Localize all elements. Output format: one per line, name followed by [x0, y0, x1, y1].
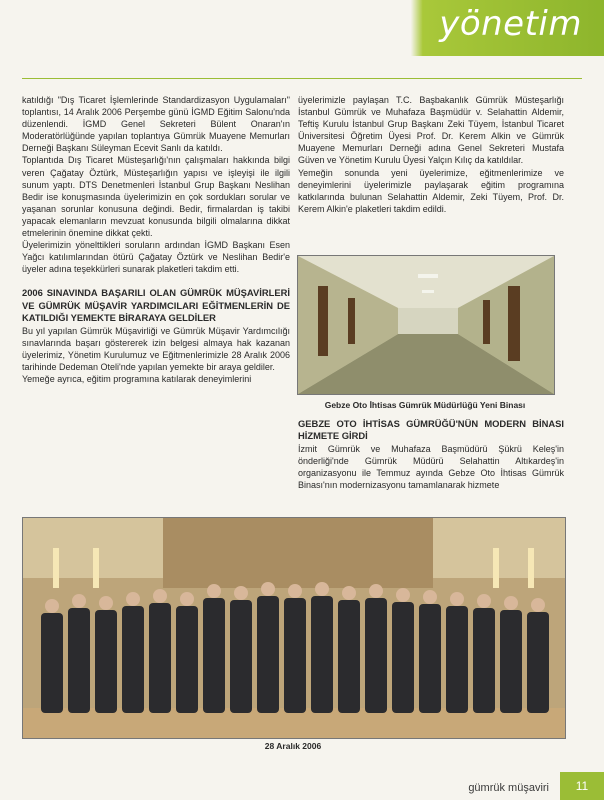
group-illustration [23, 518, 565, 738]
footer [0, 770, 604, 800]
left-column [22, 94, 290, 385]
header-bar [0, 0, 604, 56]
article-heading: GEBZE OTO İHTİSAS GÜMRÜĞÜ'NÜN MODERN BİNASI HİZMETE GİRDİ [298, 418, 564, 442]
group-photo [22, 517, 566, 739]
section-title: yönetim [439, 4, 582, 44]
photo-caption: 28 Aralık 2006 [264, 741, 322, 751]
article-heading: 2006 SINAVINDA BAŞARILI OLAN GÜMRÜK MÜŞAVİRLERİ VE GÜMRÜK MÜŞAVİR YARDIMCILARI EĞİTMENLERİN DE KATILDIĞI YEMEKTE BİRARAYA GELDİLER [22, 287, 290, 324]
paragraph: Bu yıl yapılan Gümrük Müşavirliği ve Gümrük Müşavir Yardımcılığı sınavlarında başarı göstererek izin belgesi almaya hak kazanan üyelerimiz, Yönetim Kurulumuz ve Eğitmenlerimizle 28 Aralık 2006 tarihinde Dedeman Oteli'nde yapılan yemekte bir araya geldiler. [22, 325, 290, 372]
paragraph: katıldığı "Dış Ticaret İşlemlerinde Standardizasyon Uygulamaları" toplantısı, 14 Aralık 2006 Perşembe günü İGMD Eğitim Salonu'nda düzenlendi. İGMD Genel Sekreteri Bülent Onaran'ın Moderatörlüğünde yapılan toplantıya Gümrük Muayene Memurları Derneği Başkanı Süleyman Ecevit Sanlı da katıldı. [22, 95, 290, 154]
right-column-lower [298, 418, 564, 491]
divider [22, 78, 582, 79]
right-column [298, 94, 564, 215]
paragraph: Üyelerimizin yönelttikleri soruların ardından İGMD Başkanı Esen Yağcı katılımlarından ötürü Çağatay Öztürk ve Neslihan Bedir'e üyeler adına teşekkürleri sunarak plaketleri takdim etti. [22, 240, 290, 275]
paragraph: Toplantıda Dış Ticaret Müsteşarlığı'nın çalışmaları hakkında bilgi veren Çağatay Öztürk, Müsteşarlığın yapısı ve işleyişi ile ilgili sunum yaptı. DTS Denetmenleri İstanbul Grup Başkanı Neslihan Bedir ise konuşmasında üyelerimizin en çok sordukları sorular ve yaşanan sorunlar konusuna değindi. Bedir, firmalardan iş takibi yapacak elemanların mevzuat konusunda bilgili olmalarına dikkat etmelerinin önemine dikkat çekti. [22, 155, 290, 239]
magazine-name: gümrük müşaviri [468, 782, 549, 794]
paragraph: Yemeğin sonunda yeni üyelerimize, eğitmenlerimize ve deneyimlerini üyelerimizle paylaşarak eğitim programına katkılarında bulunan Selahattin Aldemir, Zeki Tüyem, Prof. Dr. Kerem Alkin'e plaketleri takdim edildi. [298, 167, 564, 214]
paragraph: Yemeğe ayrıca, eğitim programına katılarak deneyimlerini [22, 374, 252, 384]
corridor-illustration [298, 256, 554, 394]
corridor-photo [297, 255, 555, 395]
paragraph: üyelerimizle paylaşan T.C. Başbakanlık Gümrük Müsteşarlığı İstanbul Gümrük ve Muhafaza Başmüdür v. Selahattin Aldemir, Teftiş Kurulu İstanbul Grup Başkanı Zeki Tüyem, İstanbul Ticaret Üniversitesi Öğretim Üyesi Prof. Dr. Kerem Alkin ve Gümrük Muayene Memurları Derneği adına Genel Sekreteri Mustafa Güven ve Yönetim Kurulu Üyesi Yalçın Kılıç da katıldılar. [298, 95, 564, 166]
page-number: 11 [560, 772, 604, 800]
photo-caption: Gebze Oto İhtisas Gümrük Müdürlüğü Yeni Binası [324, 400, 526, 410]
paragraph: İzmit Gümrük ve Muhafaza Başmüdürü Şükrü Keleş'in önderliği'nde Gümrük Müdürü Selahattin Altıkardeş'in organizasyonu ile Temmuz ayında Gebze Oto İhtisas Gümrük Binası'nın modernizasyonu tamamlanarak hizmete [298, 443, 564, 491]
